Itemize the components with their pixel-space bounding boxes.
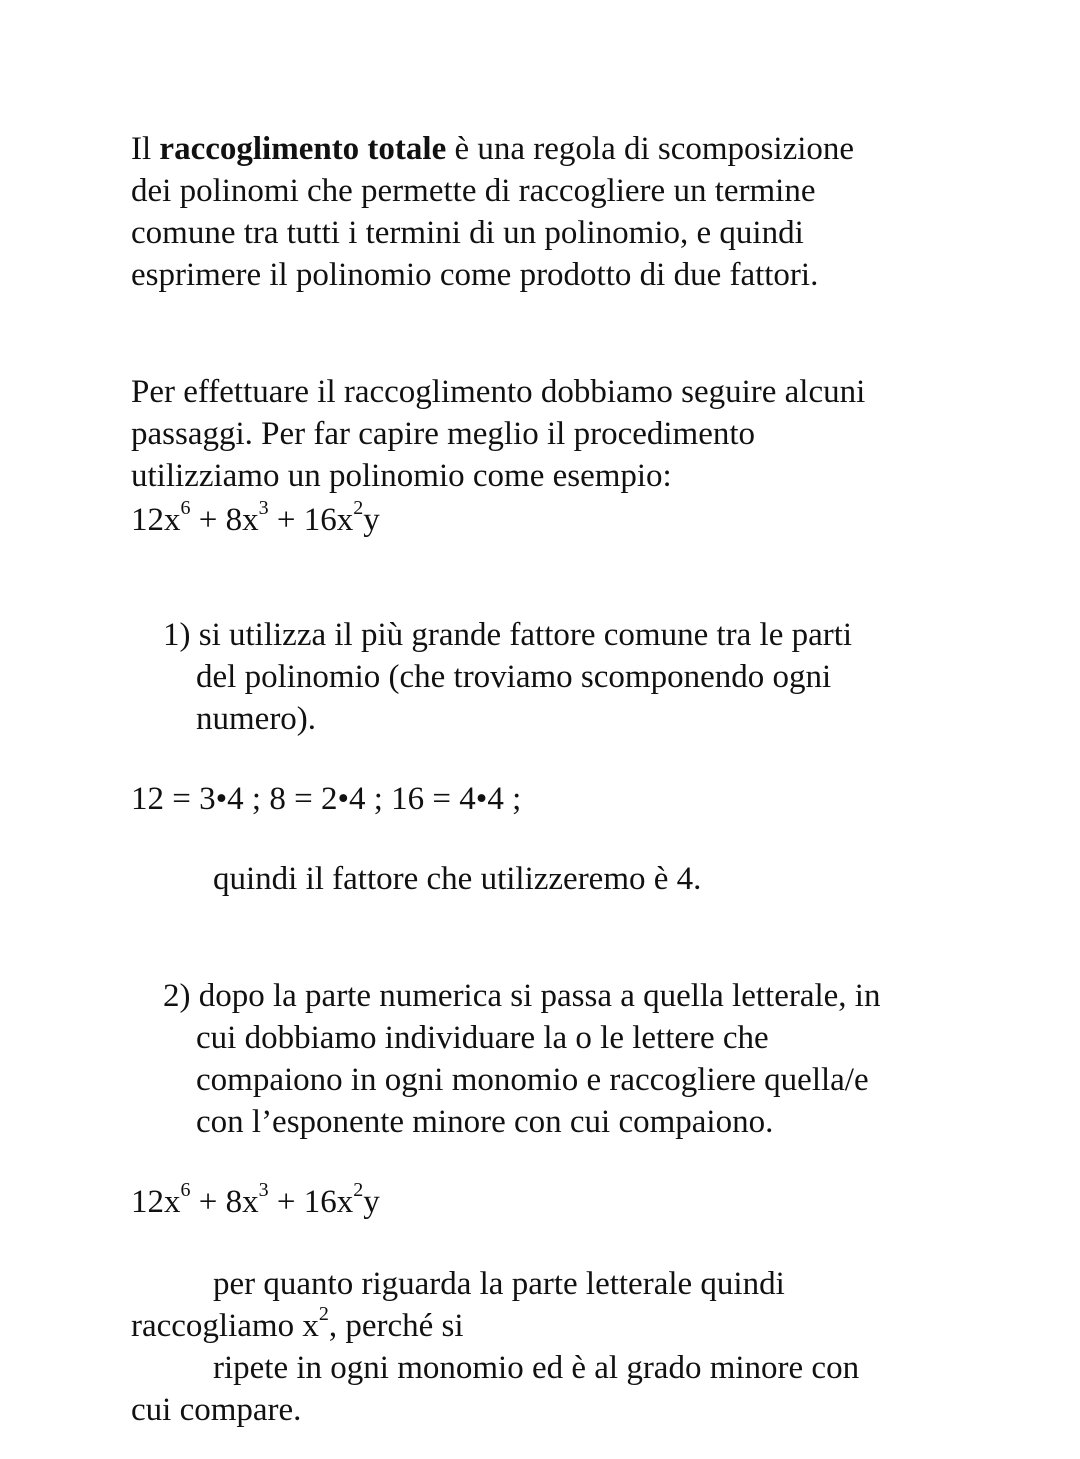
poly-term-2: + 8x <box>190 1184 259 1220</box>
intro-line-3: comune tra tutti i termini di un polinomio, e quindi <box>131 215 804 251</box>
step-2-line-1: 2) dopo la parte numerica si passa a quella letterale, in <box>163 978 881 1014</box>
poly-exp-3: 2 <box>353 497 364 519</box>
literal-conclusion-line-1: per quanto riguarda la parte letterale quindi <box>213 1266 785 1302</box>
literal-conclusion-line-2 <box>131 1305 859 1347</box>
steps-intro-paragraph <box>131 371 865 497</box>
step-2-line-2: cui dobbiamo individuare la o le lettere che <box>196 1020 769 1056</box>
polynomial-example-repeat <box>131 1181 380 1223</box>
literal-conclusion-line-3: ripete in ogni monomio ed è al grado minore con <box>213 1350 860 1386</box>
poly-term-3: + 16x <box>268 1184 354 1220</box>
literal-conclusion-line-4: cui compare. <box>131 1392 302 1428</box>
factor-decomposition: 12 = 3•4 ; 8 = 2•4 ; 16 = 4•4 ; <box>131 781 522 817</box>
poly-term-3: + 16x <box>268 502 354 538</box>
step-1-line-1: 1) si utilizza il più grande fattore comune tra le parti <box>163 617 853 653</box>
step-2 <box>163 975 880 1143</box>
intro-line-1-suffix: è una regola di scomposizione <box>446 131 855 167</box>
intro-line-1 <box>131 128 854 170</box>
step-2-line-3: compaiono in ogni monomio e raccogliere quella/e <box>196 1062 869 1098</box>
poly-exp-2: 3 <box>258 497 269 519</box>
literal-conclusion-line-2-prefix: raccogliamo x <box>131 1308 319 1344</box>
poly-exp-1: 6 <box>180 1179 191 1201</box>
literal-conclusion <box>131 1263 859 1431</box>
step-2-line-4: con l’esponente minore con cui compaiono. <box>196 1104 774 1140</box>
literal-conclusion-line-2-suffix: , perché si <box>328 1308 464 1344</box>
steps-intro-line-2: passaggi. Per far capire meglio il procedimento <box>131 416 756 452</box>
poly-term-4: y <box>363 1184 380 1220</box>
intro-line-4: esprimere il polinomio come prodotto di due fattori. <box>131 257 819 293</box>
poly-term-1: 12x <box>131 502 181 538</box>
poly-exp-1: 6 <box>180 497 191 519</box>
steps-intro-line-3: utilizziamo un polinomio come esempio: <box>131 458 672 494</box>
step-1 <box>163 614 852 740</box>
factor-conclusion: quindi il fattore che utilizzeremo è 4. <box>213 861 702 897</box>
poly-exp-2: 3 <box>258 1179 269 1201</box>
poly-exp-3: 2 <box>353 1179 364 1201</box>
literal-conclusion-exp: 2 <box>318 1303 329 1325</box>
step-1-line-2: del polinomio (che troviamo scomponendo ogni <box>196 659 832 695</box>
step-1-line-3: numero). <box>196 701 317 737</box>
poly-term-4: y <box>363 502 380 538</box>
poly-term-2: + 8x <box>190 502 259 538</box>
intro-line-1-prefix: Il <box>131 131 160 167</box>
poly-term-1: 12x <box>131 1184 181 1220</box>
steps-intro-line-1: Per effettuare il raccoglimento dobbiamo seguire alcuni <box>131 374 866 410</box>
intro-bold-term: raccoglimento totale <box>159 131 447 167</box>
intro-paragraph <box>131 128 854 296</box>
intro-line-2: dei polinomi che permette di raccogliere un termine <box>131 173 816 209</box>
polynomial-example <box>131 499 380 541</box>
